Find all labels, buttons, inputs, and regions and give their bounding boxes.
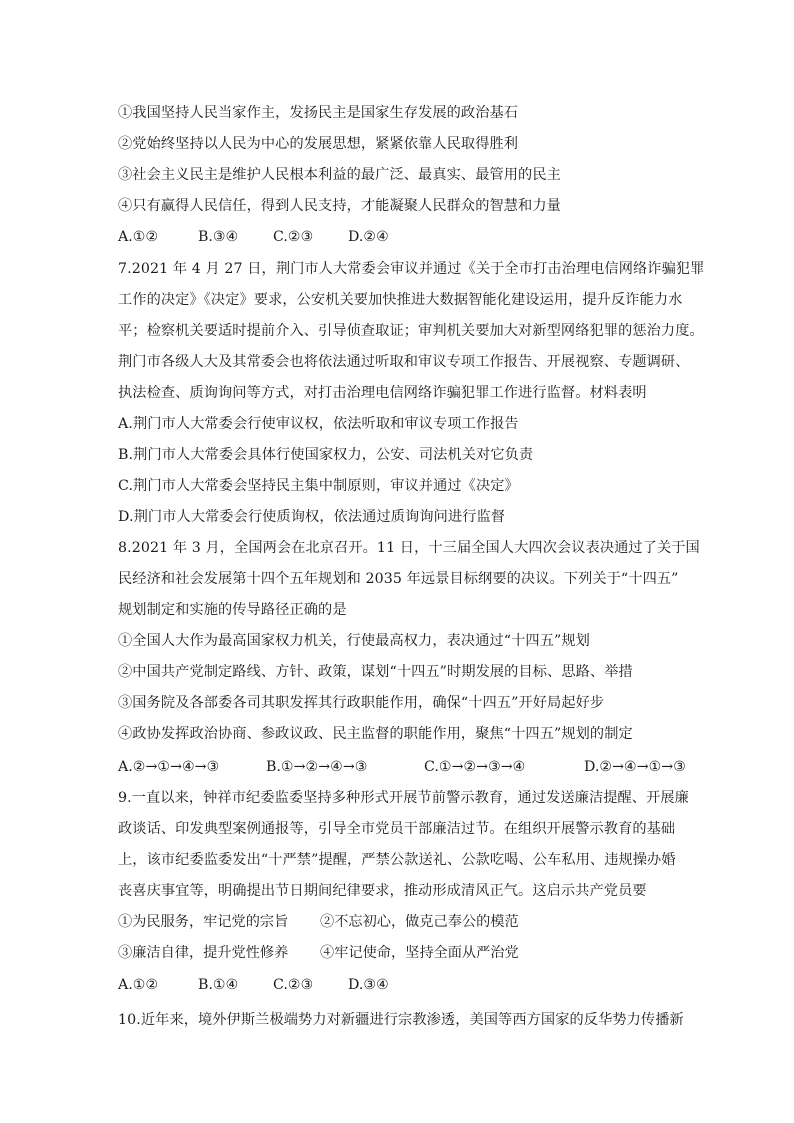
- q6-option-d: D.②④: [348, 229, 389, 245]
- q7-stem-line-5: 执法检查、质询询问等方式，对打击治理电信网络诈骗犯罪工作进行监督。材料表明: [118, 385, 647, 401]
- q9-stem-line-4: 丧喜庆事宜等，明确提出节日期间纪律要求，推动形成清风正气。这启示共产党员要: [118, 883, 647, 899]
- q9-stem-line-1: 9.一直以来，钟祥市纪委监委坚持多种形式开展节前警示教育，通过发送廉洁提醒、开展廉: [118, 790, 689, 806]
- q6-item-1: ①我国坚持人民当家作主，发扬民主是国家生存发展的政治基石: [118, 105, 519, 121]
- q9-option-a: A.①②: [118, 977, 159, 993]
- q8-stem-line-3: 规划制定和实施的传导路径正确的是: [118, 602, 347, 618]
- q8-stem-line-1: 8.2021 年 3 月，全国两会在北京召开。11 日，十三届全国人大四次会议表决通过了关于国: [118, 540, 700, 556]
- q8-item-1: ①全国人大作为最高国家权力机关，行使最高权力，表决通过“十四五”规划: [118, 633, 590, 649]
- q9-item-3: ③廉洁自律，提升党性修养: [118, 945, 289, 961]
- q8-option-c: C.①→②→③→④: [424, 759, 526, 775]
- q8-stem-line-2: 民经济和社会发展第十四个五年规划和 2035 年远景目标纲要的决议。下列关于“十四五”: [118, 571, 679, 587]
- q10-stem-line-1: 10.近年来，境外伊斯兰极端势力对新疆进行宗教渗透，美国等西方国家的反华势力传播新: [118, 1012, 684, 1028]
- q6-option-b: B.③④: [198, 229, 239, 245]
- q9-stem-line-3: 上，该市纪委监委发出“十严禁”提醒，严禁公款送礼、公款吃喝、公车私用、违规操办婚: [118, 852, 676, 868]
- q6-item-3: ③社会主义民主是维护人民根本利益的最广泛、最真实、最管用的民主: [118, 167, 561, 183]
- q6-option-a: A.①②: [118, 229, 159, 245]
- q8-option-a: A.②→①→④→③: [118, 759, 220, 775]
- q9-option-c: C.②③: [273, 977, 314, 993]
- q7-option-c: C.荆门市人大常委会坚持民主集中制原则，审议并通过《决定》: [118, 478, 519, 494]
- q9-option-b: B.①④: [198, 977, 239, 993]
- q9-stem-line-2: 政谈话、印发典型案例通报等，引导全市党员干部廉洁过节。在组织开展警示教育的基础: [118, 821, 676, 837]
- q8-option-b: B.①→②→④→③: [266, 759, 368, 775]
- q8-item-3: ③国务院及各部委各司其职发挥其行政职能作用，确保“十四五”开好局起好步: [118, 695, 605, 711]
- q7-stem-line-3: 平；检察机关要适时提前介入、引导侦查取证；审判机关要加大对新型网络犯罪的惩治力度。: [118, 323, 704, 339]
- q6-option-c: C.②③: [273, 229, 314, 245]
- q7-stem-line-1: 7.2021 年 4 月 27 日，荆门市人大常委会审议并通过《关于全市打击治理电信网络诈骗犯罪: [118, 261, 705, 277]
- q8-item-4: ④政协发挥政治协商、参政议政、民主监督的职能作用，聚焦“十四五”规划的制定: [118, 726, 633, 742]
- q7-option-d: D.荆门市人大常委会行使质询权，依法通过质询询问进行监督: [118, 509, 506, 525]
- q8-item-2: ②中国共产党制定路线、方针、政策，谋划“十四五”时期发展的目标、思路、举措: [118, 664, 633, 680]
- q6-item-4: ④只有赢得人民信任，得到人民支持，才能凝聚人民群众的智慧和力量: [118, 198, 561, 214]
- q7-stem-line-4: 荆门市各级人大及其常委会也将依法通过听取和审议专项工作报告、开展视察、专题调研、: [118, 354, 690, 370]
- q6-item-2: ②党始终坚持以人民为中心的发展思想，紧紧依靠人民取得胜利: [118, 136, 519, 152]
- q9-item-4: ④牢记使命，坚持全面从严治党: [320, 945, 519, 961]
- q7-stem-line-2: 工作的决定》《决定》要求，公安机关要加快推进大数据智能化建设运用，提升反诈能力水: [118, 292, 683, 308]
- q9-item-1: ①为民服务，牢记党的宗旨: [118, 914, 289, 930]
- q7-option-a: A.荆门市人大常委会行使审议权，依法听取和审议专项工作报告: [118, 416, 519, 432]
- q9-item-2: ②不忘初心，做克己奉公的模范: [320, 914, 519, 930]
- q7-option-b: B.荆门市人大常委会具体行使国家权力，公安、司法机关对它负责: [118, 447, 534, 463]
- q9-option-d: D.③④: [348, 977, 389, 993]
- q8-option-d: D.②→④→①→③: [584, 759, 686, 775]
